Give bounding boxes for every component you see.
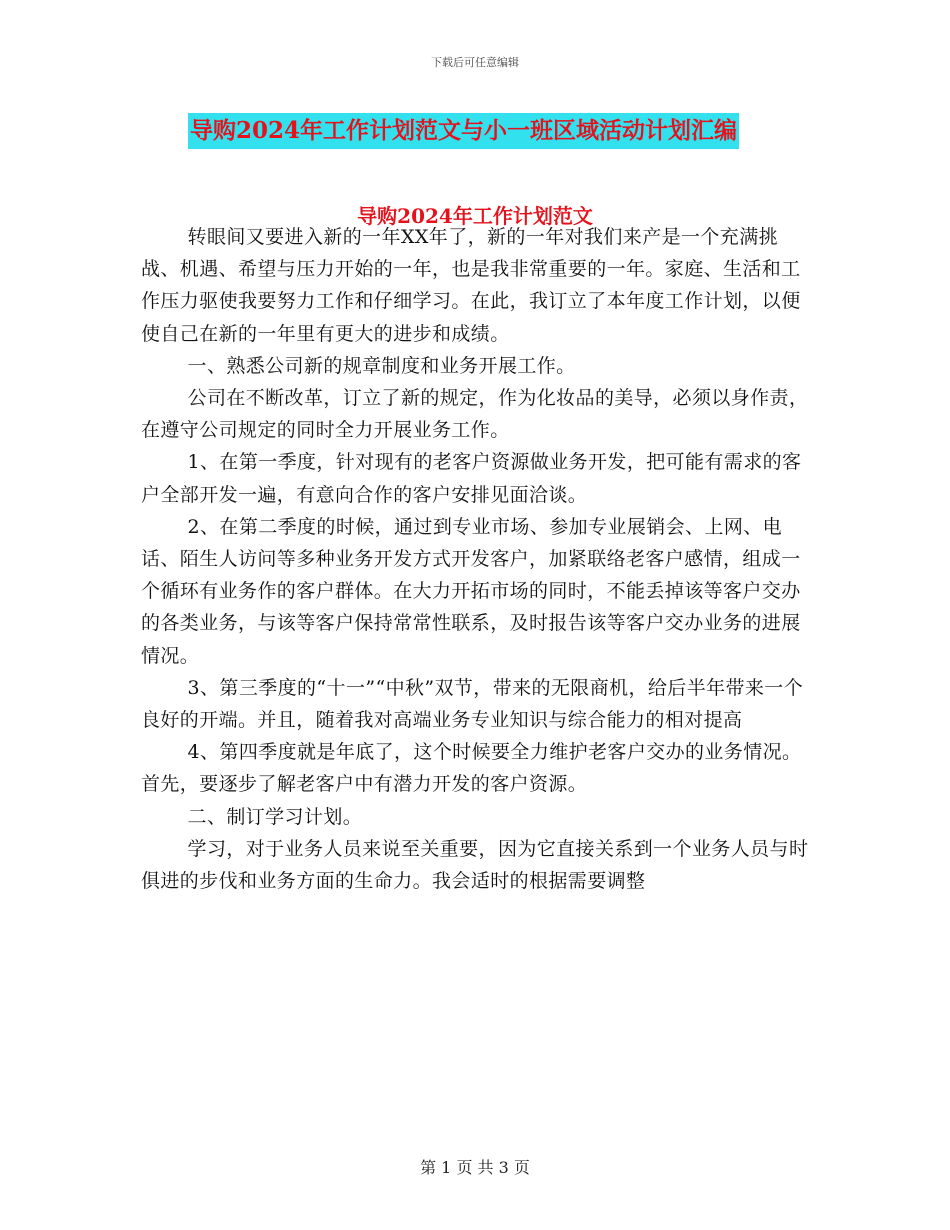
- page-header-note: 下载后可任意编辑: [431, 56, 519, 69]
- heading-section-one: 一、熟悉公司新的规章制度和业务开展工作。: [187, 354, 576, 377]
- paragraph-q3: 3、第三季度的“十一”“中秋”双节，带来的无限商机，给后半年带来一个良好的开端。并且，随着我对高端业务专业知识与综合能力的相对提高: [141, 676, 804, 732]
- paragraph-q1: 1、在第一季度，针对现有的老客户资源做业务开发，把可能有需求的客户全部开发一遍，有意向合作的客户安排见面洽谈。: [141, 451, 802, 506]
- paragraph-intro: 转眼间又要进入新的一年XX年了，新的一年对我们来产是一个充满挑战、机遇、希望与压力开始的一年，也是我非常重要的一年。家庭、生活和工作压力驱使我要努力工作和仔细学习。在此，我订立了本年度工作计划，以便使自己在新的一年里有更大的进步和成绩。: [141, 226, 801, 345]
- document-body: [141, 221, 811, 897]
- document-title: 导购2024年工作计划范文与小一班区域活动计划汇编: [188, 113, 739, 149]
- paragraph-company-rules: 公司在不断改革，订立了新的规定，作为化妆品的美导，必须以身作责，在遵守公司规定的同时全力开展业务工作。: [141, 387, 809, 442]
- paragraph-q4: 4、第四季度就是年底了，这个时候要全力维护老客户交办的业务情况。首先，要逐步了解老客户中有潜力开发的客户资源。: [141, 741, 802, 796]
- heading-section-two: 二、制订学习计划。: [187, 805, 363, 828]
- page-footer: 第 1 页 共 3 页: [420, 1158, 530, 1177]
- paragraph-study: 学习，对于业务人员来说至关重要，因为它直接关系到一个业务人员与时俱进的步伐和业务方面的生命力。我会适时的根据需要调整: [141, 837, 809, 893]
- section-title: 导购2024年工作计划范文: [357, 204, 593, 228]
- paragraph-q2: 2、在第二季度的时候，通过到专业市场、参加专业展销会、上网、电话、陌生人访问等多种业务开发方式开发客户，加紧联络老客户感情，组成一个循环有业务作的客户群体。在大力开拓市场的同时，不能丢掉该等客户交办的各类业务，与该等客户保持常常性联系，及时报告该等客户交办业务的进展情况。: [141, 515, 801, 667]
